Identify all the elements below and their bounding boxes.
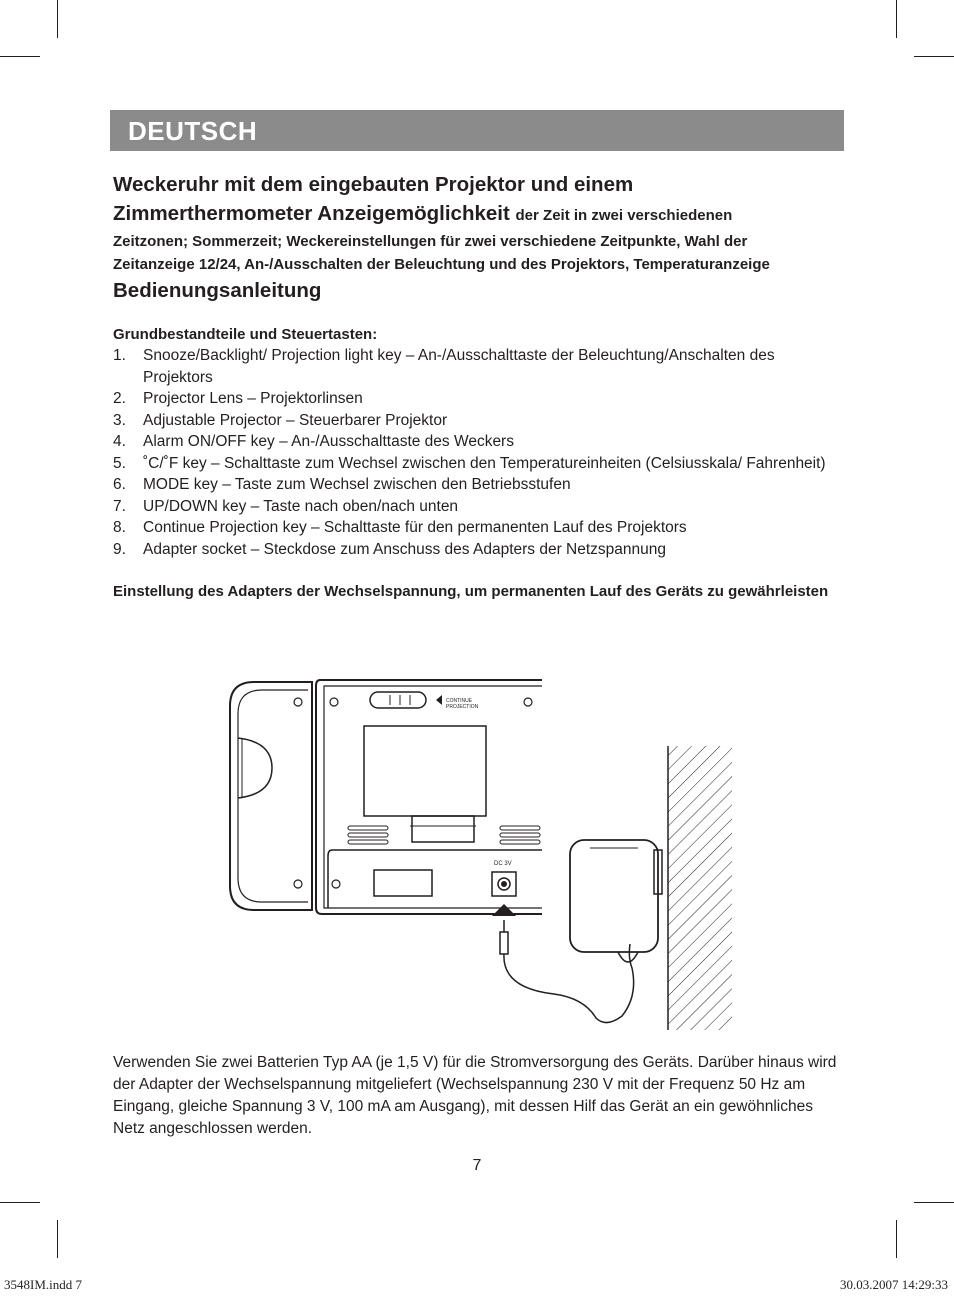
list-item: 1. Snooze/Backlight/ Projection light key – An-/Ausschalttaste der Beleuchtung/Anschalten des Projektors: [113, 347, 775, 386]
language-title: DEUTSCH: [128, 116, 258, 146]
list-item: 5. ˚C/˚F key – Schalttaste zum Wechsel zwischen den Temperatureinheiten (Celsiusskala/ Fahrenheit): [113, 454, 826, 472]
adapter-heading: Einstellung des Adapters der Wechselspannung, um permanenten Lauf des Geräts zu gewährleisten: [113, 583, 829, 600]
crop-mark: [0, 56, 40, 57]
language-header-bar: [110, 110, 844, 151]
crop-mark: [896, 1220, 897, 1258]
list-item: 6. MODE key – Taste zum Wechsel zwischen den Betriebsstufen: [113, 476, 571, 493]
list-item: 8. Continue Projection key – Schalttaste für den permanenten Lauf des Projektors: [113, 519, 687, 536]
title-line-1: Weckeruhr mit dem eingebauten Projektor und einem: [113, 173, 634, 196]
continue-label-1: CONTINUE: [446, 698, 473, 704]
title-line-3: Zeitzonen; Sommerzeit; Weckereinstellungen für zwei verschiedene Zeitpunkte, Wahl der: [113, 233, 748, 250]
title-line-4: Zeitanzeige 12/24, An-/Ausschalten der Beleuchtung und des Projektors, Temperaturanzeige: [113, 256, 770, 273]
parts-heading: Grundbestandteile und Steuertasten:: [113, 326, 378, 343]
crop-mark: [914, 56, 954, 57]
product-title: [113, 170, 843, 230]
parts-list: [113, 345, 843, 560]
crop-mark: [896, 0, 897, 38]
list-item: 9. Adapter socket – Steckdose zum Anschuss des Adapters der Netzspannung: [113, 540, 667, 558]
body-paragraph: Verwenden Sie zwei Batterien Typ AA (je 1,5 V) für die Stromversorgung des Geräts. Darüber hinaus wird der Adapter der Wechselspannung mitgeliefert (Wechselspannung 230 V mit der Frequenz 50 Hz am Eingang, gleiche Spannung 3 V, 100 mA am Ausgang), mit dessen Hilf das Gerät an ein gewöhnliches Netz angeschlossen werden.: [113, 1054, 837, 1137]
crop-mark: [0, 1202, 40, 1203]
list-item: 4. Alarm ON/OFF key – An-/Ausschalttaste des Weckers: [113, 433, 514, 450]
adapter-illustration: [224, 676, 734, 1031]
list-item: 2. Projector Lens – Projektorlinsen: [113, 390, 363, 407]
crop-mark: [914, 1202, 954, 1203]
footer-file: 3548IM.indd 7: [4, 1277, 82, 1292]
title-line-2: Zimmerthermometer Anzeigemöglichkeit: [113, 202, 510, 225]
list-item: 3. Adjustable Projector – Steuerbarer Projektor: [113, 411, 448, 429]
dc-label: DC 3V: [494, 861, 512, 867]
title-inline-small: der Zeit in zwei verschiedenen: [515, 207, 733, 224]
list-item: 7. UP/DOWN key – Taste nach oben/nach unten: [113, 497, 459, 515]
footer-datetime: 30.03.2007 14:29:33: [840, 1277, 948, 1292]
crop-mark: [57, 1220, 58, 1258]
crop-mark: [57, 0, 58, 38]
device-drawing: [224, 676, 734, 1031]
continue-label-2: PROJECTION: [446, 704, 479, 710]
page-number: 7: [472, 1157, 482, 1174]
manual-title: Bedienungsanleitung: [113, 279, 322, 302]
main-content: [113, 170, 843, 602]
